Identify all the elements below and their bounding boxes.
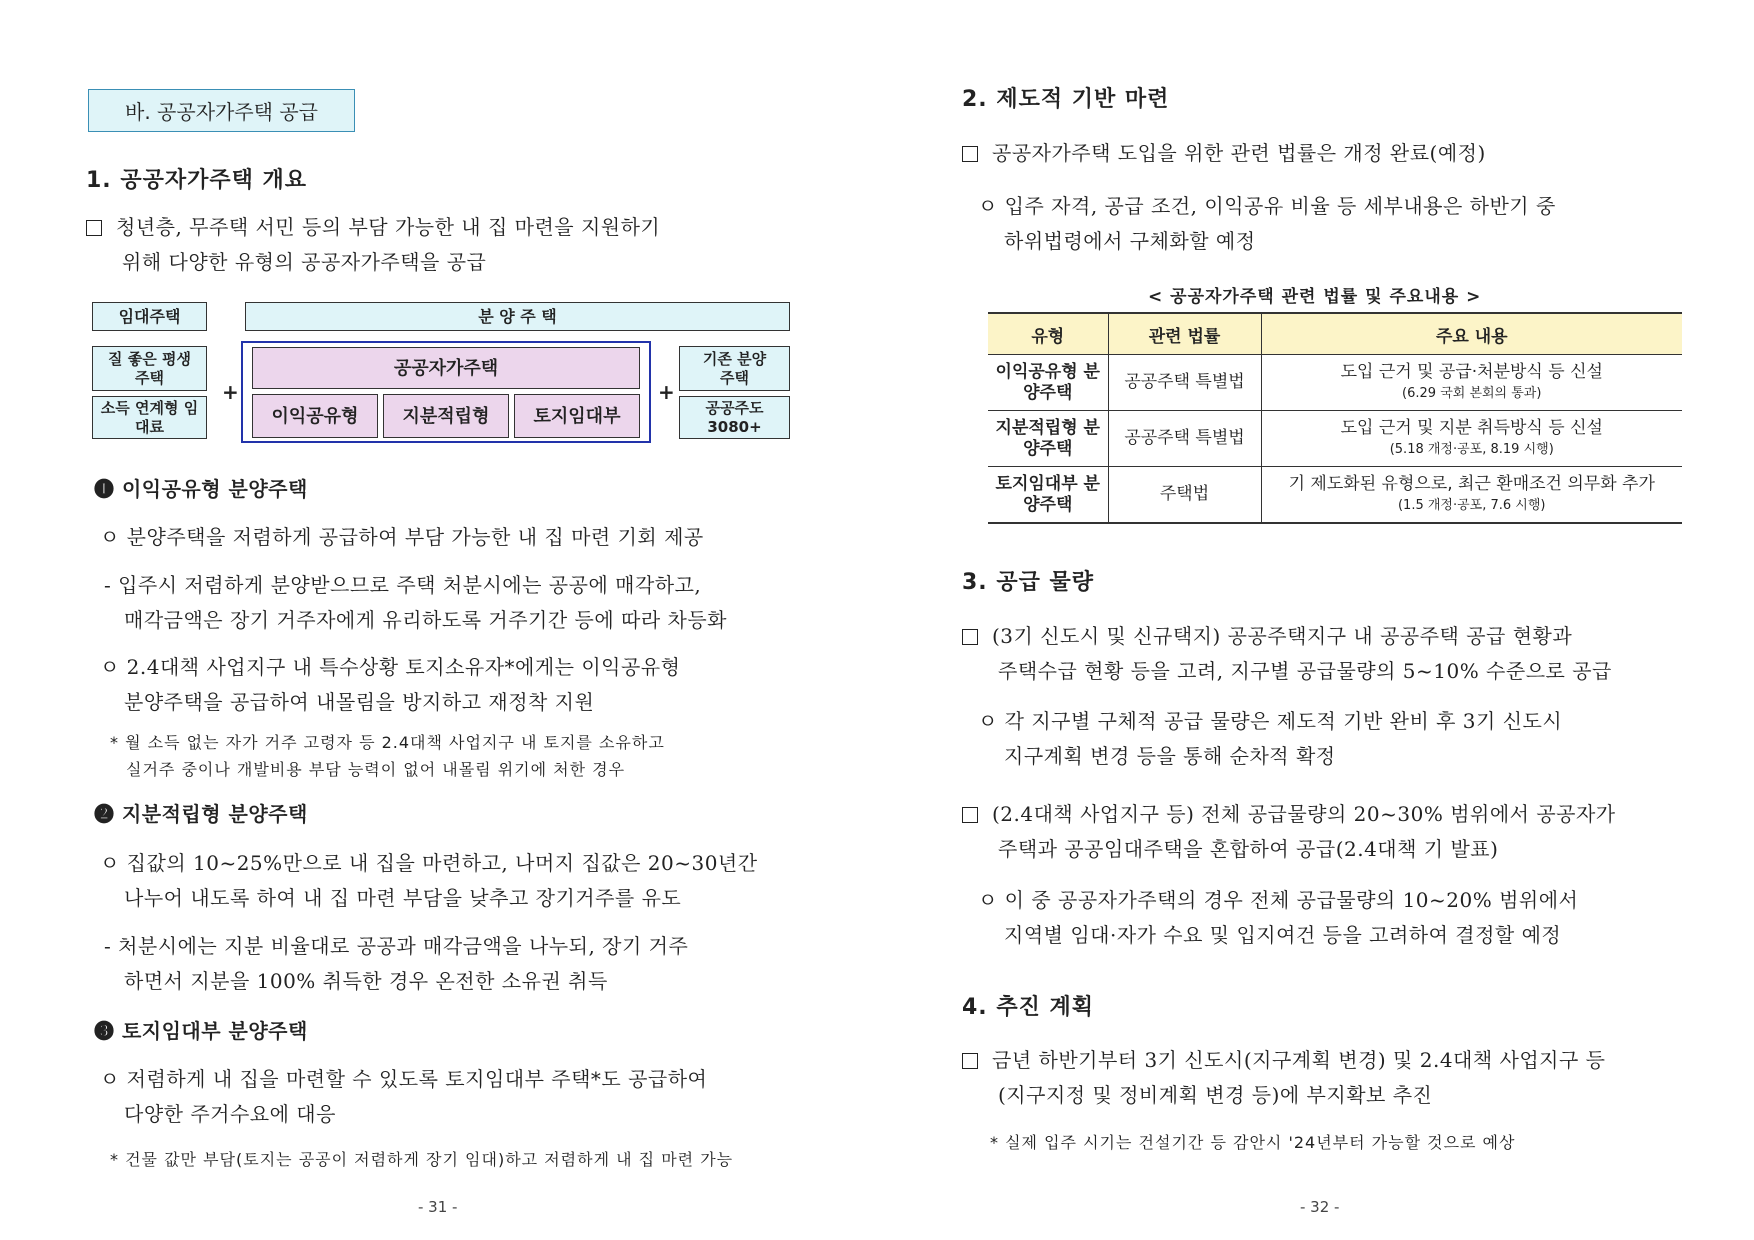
item2-point-1-line-1: ㅇ 집값의 10~25%만으로 내 집을 마련하고, 나머지 집값은 20~30년간 <box>100 851 758 875</box>
sale-header: 분 양 주 택 <box>245 302 790 331</box>
page-number-left: - 31 - <box>418 1198 458 1216</box>
s4-note: * 실제 입주 시기는 건설기간 등 감안시 '24년부터 가능할 것으로 예상 <box>990 1133 1516 1152</box>
table-caption: < 공공자가주택 관련 법률 및 주요내용 > <box>1148 287 1482 307</box>
heading-overview: 1. 공공자가주택 개요 <box>86 168 307 193</box>
s3-sub-1-line-2: 지구계획 변경 등을 통해 순차적 확정 <box>1004 744 1336 768</box>
table-row <box>988 411 1682 467</box>
s3-sub-1-line-1: ㅇ 각 지구별 구체적 공급 물량은 제도적 기반 완비 후 3기 신도시 <box>978 709 1563 733</box>
item2-point-1-line-2: 나누어 내도록 하여 내 집 마련 부담을 낮추고 장기거주를 유도 <box>124 886 682 910</box>
row-type: 지분적립형 분양주택 <box>988 411 1108 467</box>
type-land-lease: 토지임대부 <box>514 394 640 438</box>
item3-title: ❸ 토지임대부 분양주택 <box>94 1019 308 1043</box>
section-title: 바. 공공자가주택 공급 <box>88 89 355 132</box>
row-content: 도입 근거 및 공급·처분방식 등 신설 (6.29 국회 본회의 통과) <box>1261 355 1682 411</box>
overview-line-1: 청년층, 무주택 서민 등의 부담 가능한 내 집 마련을 지원하기 <box>86 210 660 245</box>
square-bullet-icon <box>962 629 978 645</box>
page-number-right: - 32 - <box>1300 1198 1340 1216</box>
s4-point-1-line-1: 금년 하반기부터 3기 신도시(지구계획 변경) 및 2.4대책 사업지구 등 <box>962 1043 1606 1078</box>
item1-point-2-line-1: ㅇ 2.4대책 사업지구 내 특수상황 토지소유자*에게는 이익공유형 <box>100 655 681 679</box>
header-content: 주요 내용 <box>1261 313 1682 355</box>
s3-sub-2-line-1: ㅇ 이 중 공공자가주택의 경우 전체 공급물량의 10~20% 범위에서 <box>978 888 1579 912</box>
table-row <box>988 467 1682 524</box>
row-type: 토지임대부 분양주택 <box>988 467 1108 524</box>
row-law: 공공주택 특별법 <box>1108 411 1261 467</box>
heading-institutional-basis: 2. 제도적 기반 마련 <box>962 87 1170 112</box>
item1-note-line-1: * 월 소득 없는 자가 거주 고령자 등 2.4대책 사업지구 내 토지를 소유하고 <box>110 733 665 752</box>
item1-point-2-line-2: 분양주택을 공급하여 내몰림을 방지하고 재정착 지원 <box>124 690 595 714</box>
s2-sub-line-1: ㅇ 입주 자격, 공급 조건, 이익공유 비율 등 세부내용은 하반기 중 <box>978 194 1556 218</box>
item1-title: ❶ 이익공유형 분양주택 <box>94 477 308 501</box>
public-led-box: 공공주도 3080+ <box>679 396 790 439</box>
item3-point-1-line-1: ㅇ 저렴하게 내 집을 마련할 수 있도록 토지임대부 주택*도 공급하여 <box>100 1067 708 1091</box>
overview-line-2: 위해 다양한 유형의 공공자가주택을 공급 <box>122 250 487 274</box>
item2-title: ❷ 지분적립형 분양주택 <box>94 802 308 826</box>
table-row <box>988 355 1682 411</box>
item1-point-1: ㅇ 분양주택을 저렴하게 공급하여 부담 가능한 내 집 마련 기회 제공 <box>100 525 704 549</box>
header-type: 유형 <box>988 313 1108 355</box>
item1-note-line-2: 실거주 중이나 개발비용 부담 능력이 없어 내몰림 위기에 처한 경우 <box>126 760 626 779</box>
header-law: 관련 법률 <box>1108 313 1261 355</box>
item3-note: * 건물 값만 부담(토지는 공공이 저렴하게 장기 임대)하고 저렴하게 내 집 마련 가능 <box>110 1150 734 1169</box>
rental-header: 임대주택 <box>92 302 207 331</box>
s3-point-2-line-1: (2.4대책 사업지구 등) 전체 공급물량의 20~30% 범위에서 공공자가 <box>962 797 1616 832</box>
type-profit-sharing: 이익공유형 <box>252 394 378 438</box>
public-owned-header: 공공자가주택 <box>252 347 640 389</box>
rental-box-1: 질 좋은 평생주택 <box>92 346 207 391</box>
s3-sub-2-line-2: 지역별 임대·자가 수요 및 입지여건 등을 고려하여 결정할 예정 <box>1004 923 1562 947</box>
s3-point-1-line-2: 주택수급 현황 등을 고려, 지구별 공급물량의 5~10% 수준으로 공급 <box>998 659 1612 683</box>
square-bullet-icon <box>86 220 102 236</box>
item2-detail-line-2: 하면서 지분을 100% 취득한 경우 온전한 소유권 취득 <box>124 969 608 993</box>
s3-point-1-line-1: (3기 신도시 및 신규택지) 공공주택지구 내 공공주택 공급 현황과 <box>962 619 1572 654</box>
plus-sign-2: + <box>658 380 675 404</box>
rental-box-2: 소득 연계형 임대료 <box>92 396 207 439</box>
item1-detail-line-1: - 입주시 저렴하게 분양받으므로 주택 처분시에는 공공에 매각하고, <box>104 573 702 597</box>
s2-sub-line-2: 하위법령에서 구체화할 예정 <box>1004 229 1256 253</box>
row-type: 이익공유형 분양주택 <box>988 355 1108 411</box>
table-header-row <box>988 313 1682 355</box>
item2-detail-line-1: - 처분시에는 지분 비율대로 공공과 매각금액을 나누되, 장기 거주 <box>104 934 689 958</box>
square-bullet-icon <box>962 146 978 162</box>
square-bullet-icon <box>962 1053 978 1069</box>
item3-point-1-line-2: 다양한 주거수요에 대응 <box>124 1102 336 1126</box>
square-bullet-icon <box>962 807 978 823</box>
s2-point-1: 공공자가주택 도입을 위한 관련 법률은 개정 완료(예정) <box>962 136 1486 171</box>
s4-point-1-line-2: (지구지정 및 정비계획 변경 등)에 부지확보 추진 <box>998 1083 1433 1107</box>
row-content: 기 제도화된 유형으로, 최근 환매조건 의무화 추가 (1.5 개정·공포, 7.6 시행) <box>1261 467 1682 524</box>
existing-sale-box: 기존 분양주택 <box>679 346 790 391</box>
law-table <box>988 312 1682 524</box>
item1-detail-line-2: 매각금액은 장기 거주자에게 유리하도록 거주기간 등에 따라 차등화 <box>124 608 727 632</box>
row-law: 주택법 <box>1108 467 1261 524</box>
type-equity-accumulation: 지분적립형 <box>383 394 509 438</box>
s3-point-2-line-2: 주택과 공공임대주택을 혼합하여 공급(2.4대책 기 발표) <box>998 837 1499 861</box>
row-law: 공공주택 특별법 <box>1108 355 1261 411</box>
plus-sign-1: + <box>222 380 239 404</box>
heading-action-plan: 4. 추진 계획 <box>962 995 1094 1020</box>
heading-supply-volume: 3. 공급 물량 <box>962 570 1094 595</box>
row-content: 도입 근거 및 지분 취득방식 등 신설 (5.18 개정·공포, 8.19 시행) <box>1261 411 1682 467</box>
